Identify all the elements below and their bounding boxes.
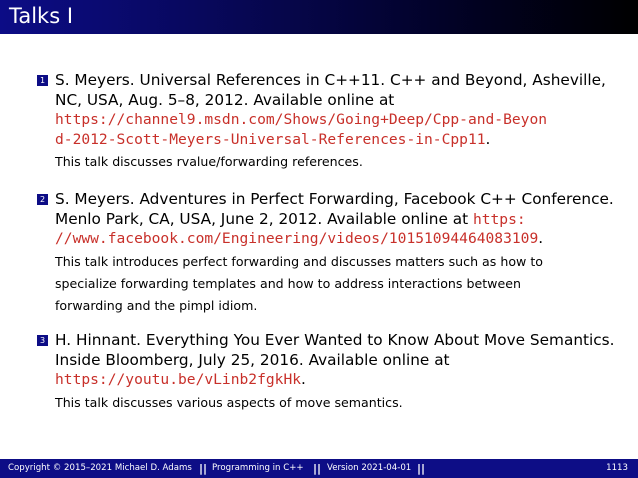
footer-version: Version 2021-04-01 bbox=[327, 463, 412, 473]
footer-separator: || bbox=[417, 462, 426, 475]
citation-line: Menlo Park, CA, USA, June 2, 2012. Available online at bbox=[55, 209, 473, 228]
citation-line: NC, USA, Aug. 5–8, 2012. Available online at bbox=[55, 90, 395, 109]
reference-url-link[interactable]: https://channel9.msdn.com/Shows/Going+Deep/Cpp-and-Beyon bbox=[55, 111, 548, 128]
citation-line: S. Meyers. Adventures in Perfect Forwarding, Facebook C++ Conference. bbox=[55, 190, 614, 208]
reference-citation bbox=[55, 71, 625, 149]
citation-period: . bbox=[485, 129, 491, 148]
footer-course: Programming in C++ bbox=[212, 463, 304, 473]
slide-title: Talks I bbox=[9, 4, 74, 28]
footer-separator: || bbox=[313, 462, 322, 475]
note-line: forwarding and the pimpl idiom. bbox=[55, 297, 258, 313]
reference-item-2 bbox=[39, 190, 625, 317]
reference-note bbox=[55, 392, 625, 414]
reference-note bbox=[55, 151, 625, 173]
reference-item-3 bbox=[39, 331, 625, 414]
citation-period: . bbox=[538, 229, 544, 247]
footer-page-number: 1113 bbox=[606, 463, 628, 473]
footer-copyright: Copyright © 2015–2021 Michael D. Adams bbox=[8, 463, 192, 473]
reference-url-link[interactable]: d-2012-Scott-Meyers-Universal-References-in-Cpp11 bbox=[55, 130, 486, 148]
reference-url-link[interactable]: //www.facebook.com/Engineering/videos/10151094464083109 bbox=[55, 230, 539, 247]
footer-bar bbox=[0, 459, 638, 478]
citation-line: H. Hinnant. Everything You Ever Wanted to Know About Move Semantics. bbox=[55, 331, 615, 349]
reference-citation bbox=[55, 331, 625, 390]
note-line: This talk discusses rvalue/forwarding references. bbox=[55, 154, 363, 169]
reference-number: 2 bbox=[37, 194, 48, 205]
note-line: This talk introduces perfect forwarding and discusses matters such as how to bbox=[55, 253, 543, 269]
citation-line: Inside Bloomberg, July 25, 2016. Available online at bbox=[55, 350, 450, 369]
note-line: This talk discusses various aspects of move semantics. bbox=[55, 394, 403, 410]
footer-separator: || bbox=[199, 462, 208, 475]
reference-citation bbox=[55, 190, 625, 249]
reference-note bbox=[55, 251, 625, 317]
reference-number: 1 bbox=[37, 75, 48, 86]
reference-item-1 bbox=[39, 71, 625, 173]
note-line: specialize forwarding templates and how to address interactions between bbox=[55, 275, 521, 291]
reference-number: 3 bbox=[37, 335, 48, 346]
citation-line: S. Meyers. Universal References in C++11. C++ and Beyond, Asheville, bbox=[55, 71, 606, 89]
title-bar bbox=[0, 0, 638, 34]
citation-period: . bbox=[301, 370, 306, 388]
reference-url-link[interactable]: https://youtu.be/vLinb2fgkHk bbox=[55, 371, 302, 388]
reference-url-link[interactable]: https: bbox=[472, 210, 526, 228]
